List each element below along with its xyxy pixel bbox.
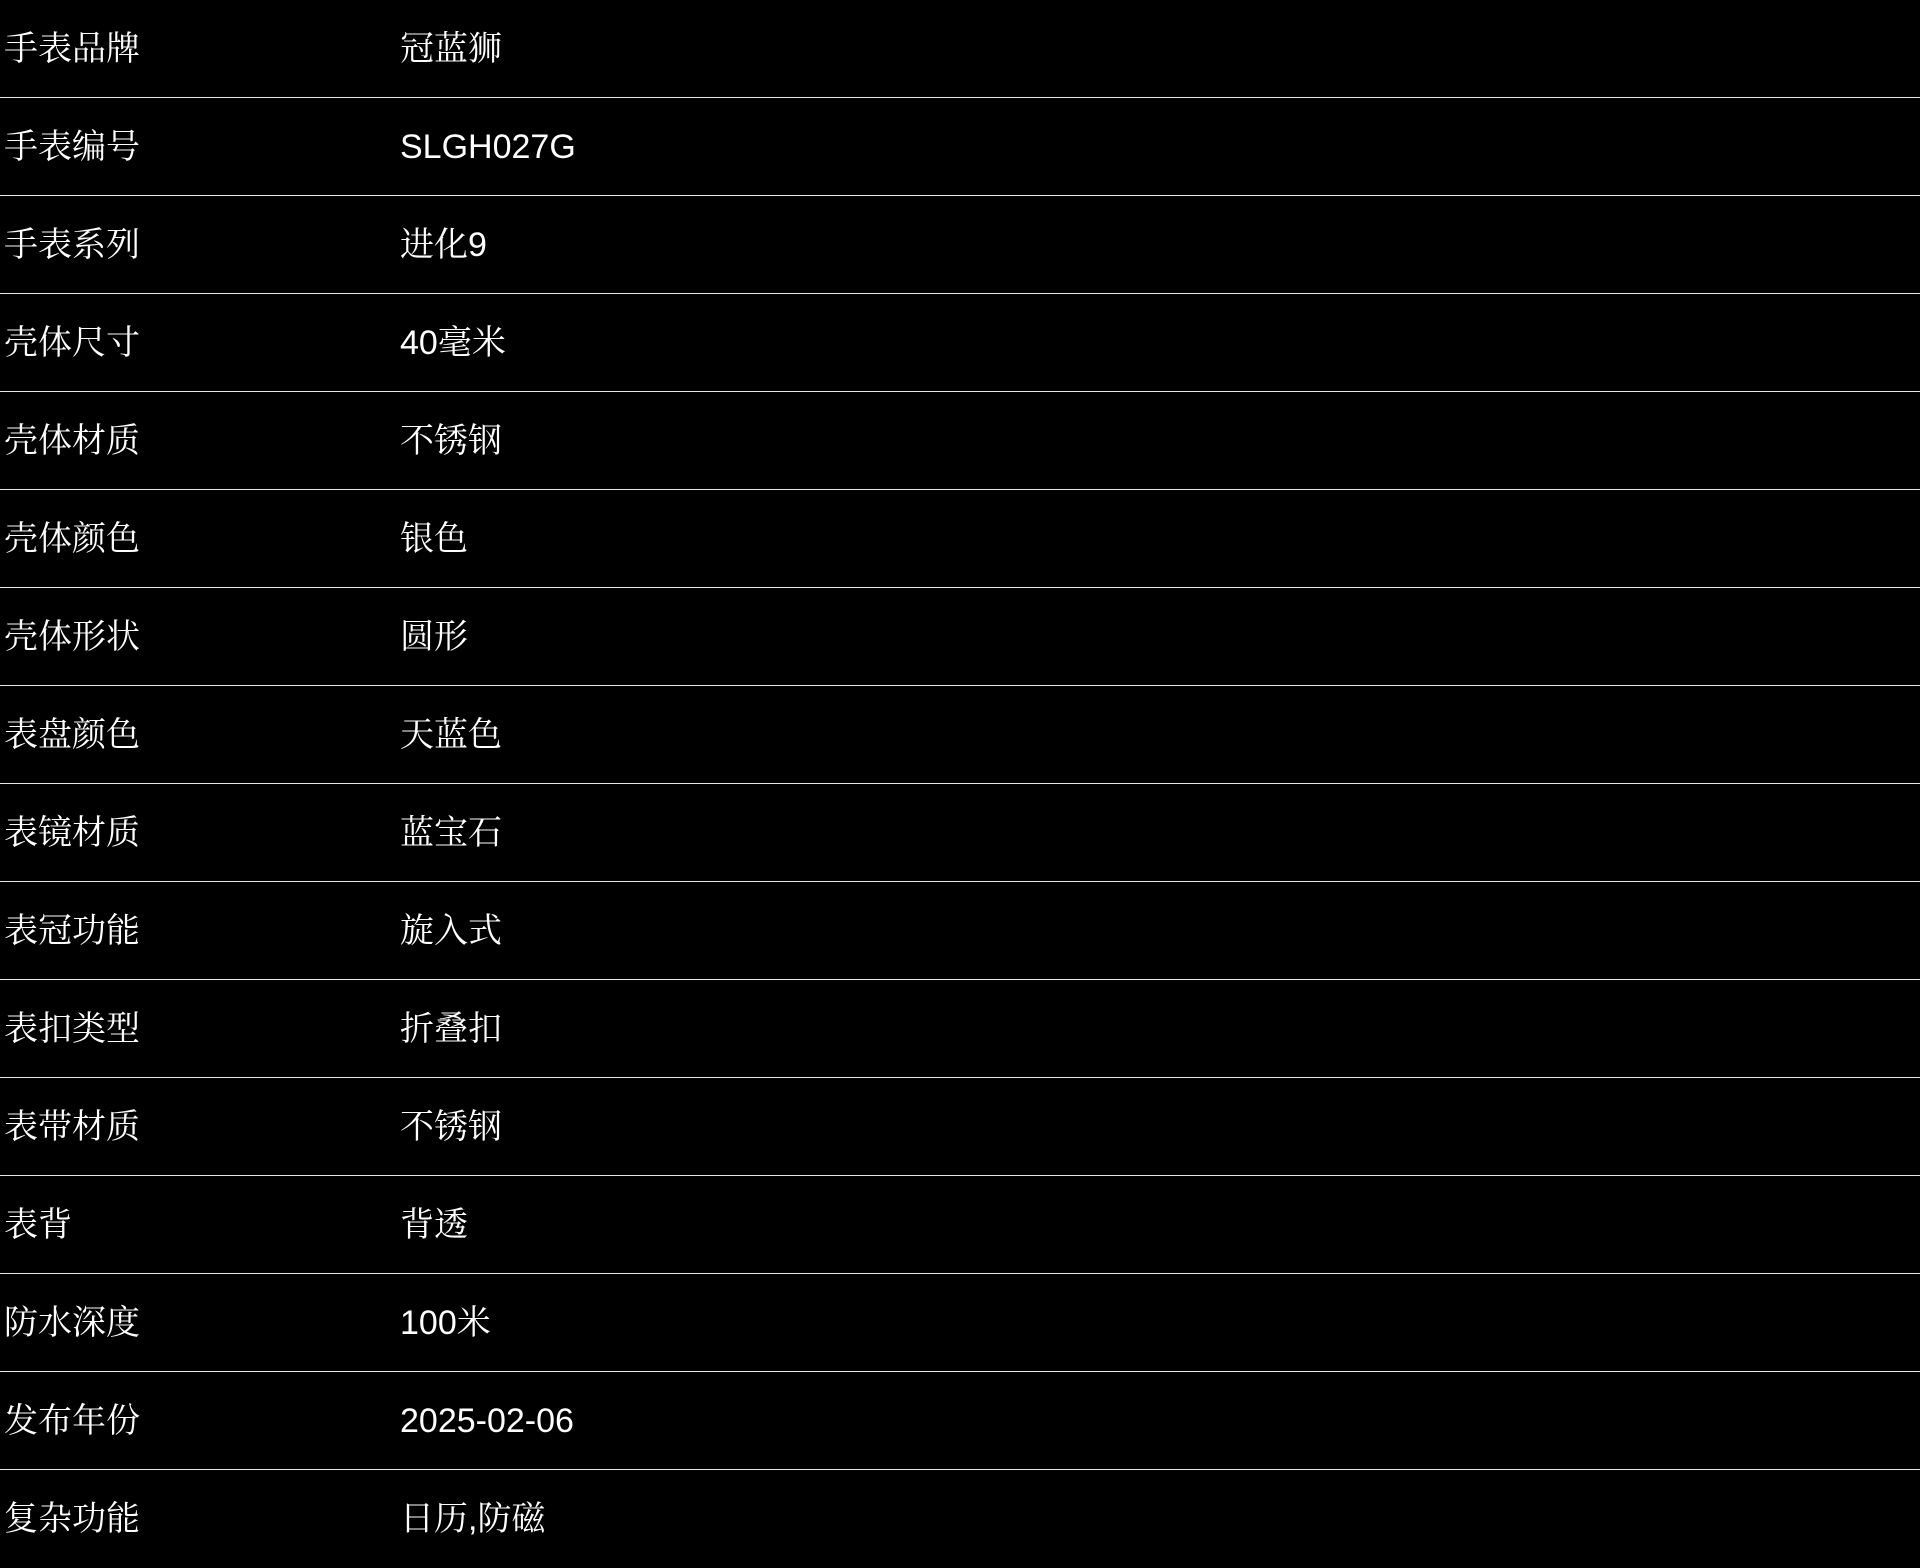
- table-row: [0, 1274, 1920, 1372]
- table-row: [0, 588, 1920, 686]
- spec-label: 手表品牌: [4, 29, 140, 68]
- spec-label: 表背: [4, 1205, 72, 1244]
- spec-label: 壳体材质: [4, 421, 140, 460]
- spec-value: 银色: [400, 519, 468, 558]
- spec-value: 100米: [400, 1303, 491, 1342]
- spec-value: 40毫米: [400, 323, 506, 362]
- spec-value: 2025-02-06: [400, 1401, 574, 1440]
- table-row: [0, 980, 1920, 1078]
- spec-label: 表盘颜色: [4, 715, 140, 754]
- spec-value: 蓝宝石: [400, 813, 502, 852]
- spec-label: 发布年份: [4, 1401, 140, 1440]
- table-row: [0, 882, 1920, 980]
- spec-value: 进化9: [400, 225, 487, 264]
- spec-value: 不锈钢: [400, 1107, 502, 1146]
- spec-label: 壳体形状: [4, 617, 140, 656]
- spec-label: 表带材质: [4, 1107, 140, 1146]
- spec-label: 表扣类型: [4, 1009, 140, 1048]
- table-row: [0, 392, 1920, 490]
- spec-value: 天蓝色: [400, 715, 502, 754]
- spec-label: 壳体尺寸: [4, 323, 140, 362]
- spec-label: 复杂功能: [4, 1500, 140, 1538]
- spec-value: 不锈钢: [400, 421, 502, 460]
- spec-value: 折叠扣: [400, 1009, 502, 1048]
- table-row: [0, 294, 1920, 392]
- table-row: [0, 0, 1920, 98]
- table-row: [0, 98, 1920, 196]
- table-row: [0, 196, 1920, 294]
- spec-value: 日历,防磁: [400, 1500, 546, 1538]
- table-row: [0, 784, 1920, 882]
- spec-label: 表镜材质: [4, 813, 140, 852]
- spec-value: 冠蓝狮: [400, 29, 502, 68]
- spec-label: 防水深度: [4, 1303, 140, 1342]
- spec-value: 旋入式: [400, 911, 502, 950]
- spec-label: 手表编号: [4, 127, 140, 166]
- spec-value: SLGH027G: [400, 127, 576, 166]
- table-row: [0, 490, 1920, 588]
- spec-value: 背透: [400, 1205, 468, 1244]
- spec-label: 手表系列: [4, 225, 140, 264]
- table-row: [0, 686, 1920, 784]
- spec-label: 表冠功能: [4, 911, 140, 950]
- spec-label: 壳体颜色: [4, 519, 140, 558]
- table-row: [0, 1176, 1920, 1274]
- table-row: [0, 1470, 1920, 1568]
- table-row: [0, 1372, 1920, 1470]
- table-row: [0, 1078, 1920, 1176]
- spec-value: 圆形: [400, 617, 468, 656]
